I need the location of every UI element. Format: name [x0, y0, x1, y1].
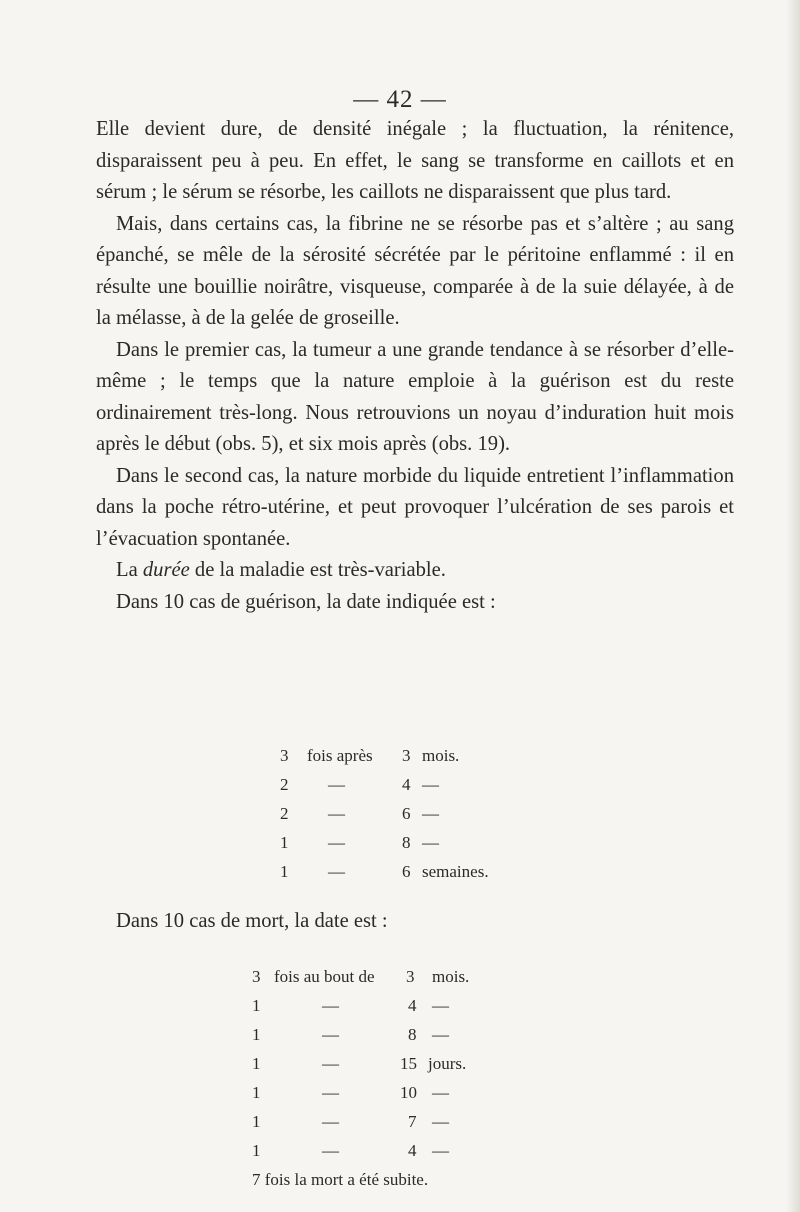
paragraph-4: Dans le second cas, la nature morbide du liquide entretient l’inflammation dans la poche rétro-utérine, et peut provoquer l’ulcération de ses parois et l’évacuation spontanée. [96, 464, 734, 550]
table-row: 1 — 4 — [252, 996, 449, 1015]
table-row: 1 — 15 jours. [252, 1054, 467, 1073]
paragraph-duree: La durée de la maladie est très-variable. [116, 559, 446, 581]
page-number: — 42 — [353, 86, 447, 113]
mort-intro: Dans 10 cas de mort, la date est : [116, 910, 388, 932]
paragraph-1: Elle devient dure, de densité inégale ; la fluctuation, la rénitence, disparaissent peu à peu. En effet, le sang se transforme en caillots et en sérum ; le sérum se résorbe, les caillots ne disparaissent que plus tard. [96, 118, 734, 203]
mort-table [252, 962, 572, 1194]
guerison-table [280, 741, 580, 886]
paragraph-3: Dans le premier cas, la tumeur a une grande tendance à se résorber d’elle-même ; le temps que la nature emploie à la guérison est du reste ordinairement très-long. Nous retrouvions un noyau d’induration huit mois après le début (obs. 5), et six mois après (obs. 19). [96, 338, 734, 455]
table-row: 1 — 10 — [252, 1083, 449, 1102]
table-row: 1 — 6 semaines. [280, 862, 489, 881]
body-text [96, 114, 734, 618]
table-row: 2 — 4 — [280, 775, 439, 794]
final-line: 7 fois la mort a été subite. [252, 1170, 429, 1189]
table-row: 3 fois au bout de 3 mois. [252, 967, 470, 986]
page-edge-shadow [786, 0, 800, 1212]
emphasis-duree: durée [142, 559, 190, 581]
table-row: 1 — 7 — [252, 1112, 449, 1131]
table-row: 3 fois après 3 mois. [280, 746, 460, 765]
table-row: 1 — 8 — [280, 833, 439, 852]
table-row: 1 — 4 — [252, 1141, 449, 1160]
guerison-intro: Dans 10 cas de guérison, la date indiquée est : [116, 590, 496, 613]
table-row: 2 — 6 — [280, 804, 439, 823]
paragraph-2: Mais, dans certains cas, la fibrine ne se résorbe pas et s’altère ; au sang épanché, se mêle de la sérosité sécrétée par le péritoine enflammé : il en résulte une bouillie noirâtre, visqueuse, comparée à de la suie délayée, à de la mélasse, à de la gelée de groseille. [96, 212, 734, 329]
table-row: 1 — 8 — [252, 1025, 449, 1044]
